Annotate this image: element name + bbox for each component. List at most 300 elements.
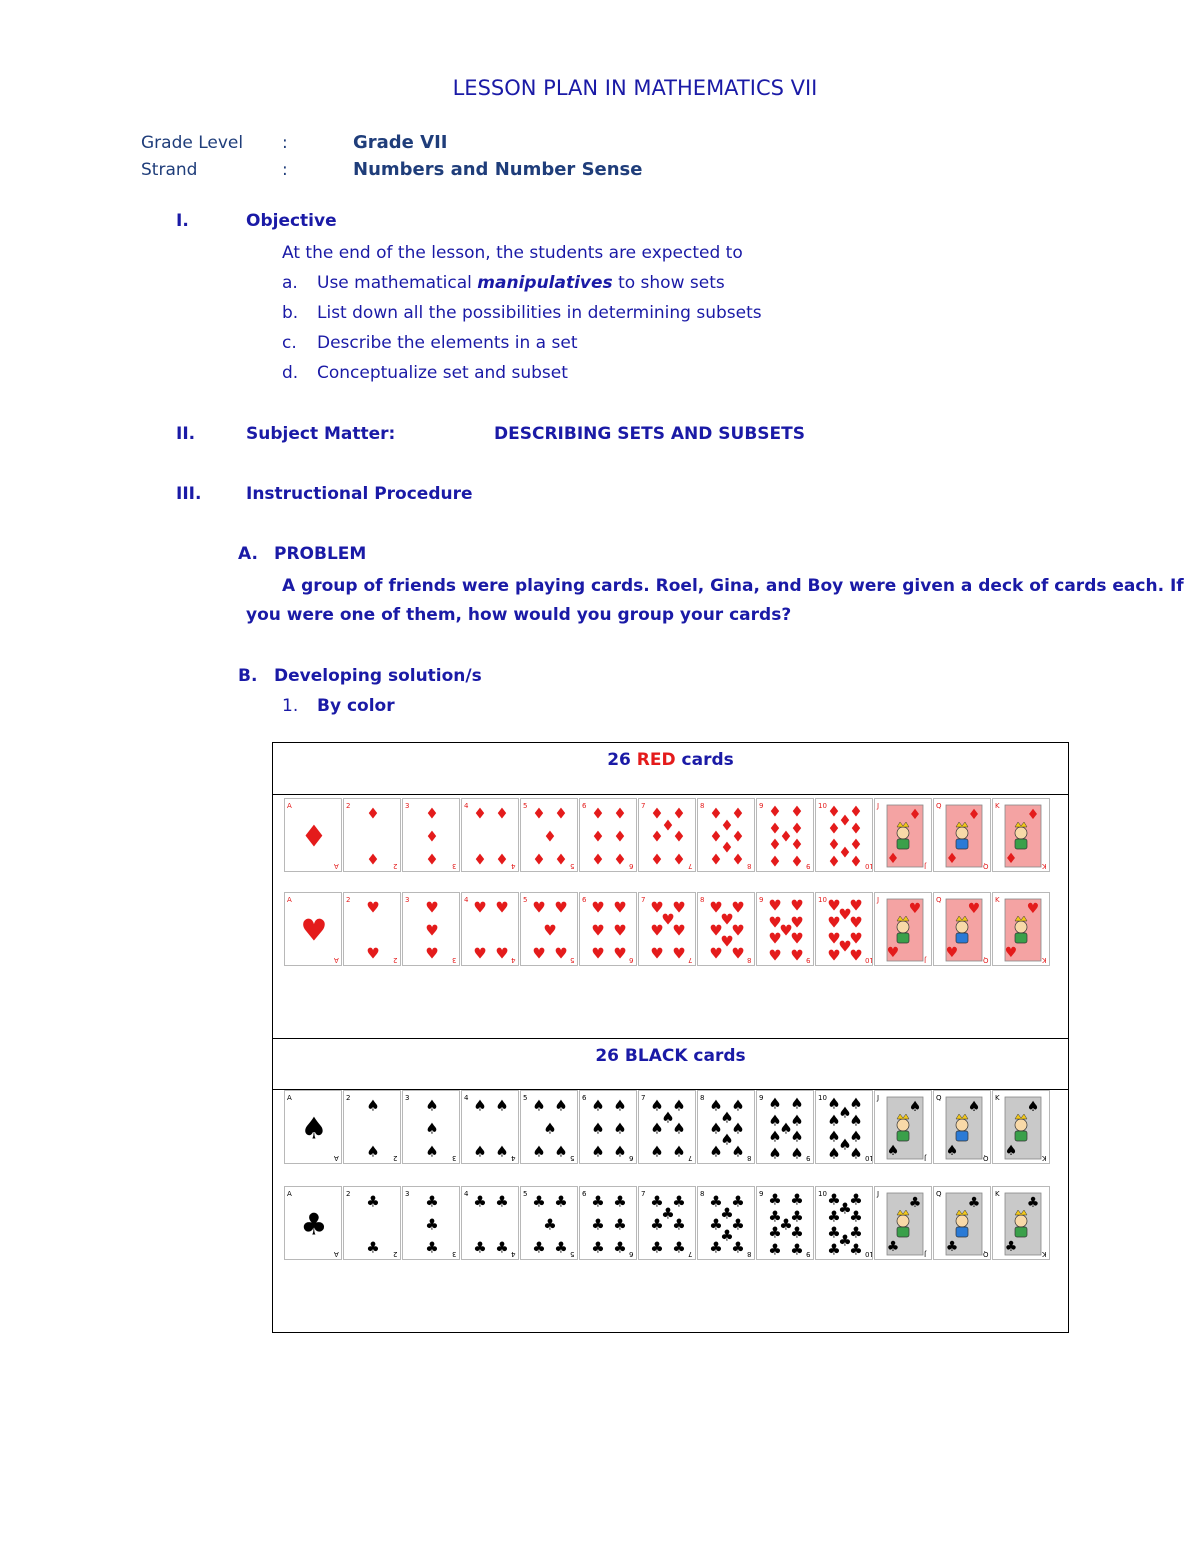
svg-text:♣: ♣ [366,1238,380,1257]
svg-text:♣: ♣ [495,1238,509,1257]
spade-cards-row [284,1090,1051,1164]
svg-text:♠: ♠ [661,1108,675,1127]
svg-text:Q: Q [936,1094,942,1102]
spade-card [992,1090,1050,1164]
svg-text:K: K [1042,956,1047,964]
procedure-number: III. [176,484,202,504]
svg-text:♠: ♠ [790,1127,804,1146]
objective-item-text: Use mathematical [317,273,478,293]
svg-text:♠: ♠ [495,1096,509,1115]
svg-text:♥: ♥ [709,921,723,940]
spade-card [638,1090,696,1164]
svg-text:♦: ♦ [945,851,959,867]
svg-text:♥: ♥ [1004,945,1018,961]
svg-text:♣: ♣ [650,1238,664,1257]
club-card [992,1186,1050,1260]
svg-text:♣: ♣ [543,1215,557,1234]
problem-heading: PROBLEM [274,544,367,564]
svg-text:♦: ♦ [709,827,723,846]
svg-text:♣: ♣ [827,1190,841,1209]
svg-text:8: 8 [747,862,752,870]
svg-text:♠: ♠ [709,1096,723,1115]
svg-text:9: 9 [759,1190,764,1198]
svg-text:♥: ♥ [967,901,981,917]
svg-text:Q: Q [936,1190,942,1198]
strand-label: Strand [141,160,198,180]
svg-text:2: 2 [393,862,398,870]
svg-text:Q: Q [936,802,942,810]
svg-text:♥: ♥ [827,929,841,948]
black-word: BLACK [624,1046,688,1066]
svg-text:♣: ♣ [967,1195,981,1211]
svg-text:♣: ♣ [650,1192,664,1211]
svg-text:7: 7 [688,1250,693,1258]
svg-text:♦: ♦ [532,804,546,823]
svg-text:♦: ♦ [300,819,328,855]
svg-text:♣: ♣ [720,1204,734,1223]
svg-text:♦: ♦ [532,850,546,869]
diamond-cards-row [284,798,1051,872]
svg-text:♣: ♣ [425,1192,439,1211]
svg-text:♥: ♥ [591,921,605,940]
svg-text:♣: ♣ [591,1215,605,1234]
svg-text:♠: ♠ [720,1108,734,1127]
svg-text:8: 8 [700,1094,705,1102]
svg-text:♣: ♣ [1004,1239,1018,1255]
svg-text:♣: ♣ [661,1204,675,1223]
heart-cards-row [284,892,1051,966]
svg-text:♣: ♣ [731,1215,745,1234]
svg-text:♠: ♠ [827,1094,841,1113]
spade-card [461,1090,519,1164]
svg-text:4: 4 [511,1250,516,1258]
svg-text:♥: ♥ [554,898,568,917]
svg-text:♣: ♣ [300,1207,328,1243]
svg-text:♣: ♣ [827,1240,841,1259]
subject-number: II. [176,424,196,444]
svg-text:♠: ♠ [532,1096,546,1115]
svg-text:♣: ♣ [768,1207,782,1226]
heart-card [461,892,519,966]
svg-text:A: A [334,1154,339,1162]
svg-text:6: 6 [582,1094,587,1102]
svg-text:Q: Q [983,862,989,870]
svg-text:♦: ♦ [768,802,782,821]
heart-card [933,892,991,966]
svg-text:2: 2 [393,1250,398,1258]
problem-text-line2: you were one of them, how would you group your cards? [246,605,792,625]
svg-text:2: 2 [346,896,351,904]
svg-text:3: 3 [452,1154,457,1162]
svg-text:♥: ♥ [849,913,863,932]
svg-text:♥: ♥ [554,944,568,963]
svg-text:J: J [877,1094,880,1102]
svg-text:♠: ♠ [1026,1099,1040,1115]
cards-table [272,742,1069,1333]
svg-text:♣: ♣ [849,1223,863,1242]
svg-text:A: A [334,956,339,964]
svg-text:♦: ♦ [591,827,605,846]
svg-text:♣: ♣ [768,1223,782,1242]
svg-text:7: 7 [641,802,646,810]
strand-sep: : [282,160,288,180]
svg-text:♠: ♠ [768,1111,782,1130]
svg-text:A: A [287,1094,292,1102]
svg-text:K: K [995,1094,1000,1102]
svg-text:4: 4 [464,1190,469,1198]
svg-text:3: 3 [405,802,410,810]
svg-text:♠: ♠ [650,1119,664,1138]
club-cards-row [284,1186,1051,1260]
svg-text:♦: ♦ [425,804,439,823]
svg-text:♣: ♣ [554,1238,568,1257]
svg-text:9: 9 [806,956,811,964]
svg-text:♥: ♥ [366,944,380,963]
svg-text:♠: ♠ [495,1142,509,1161]
problem-text-line1: A group of friends were playing cards. Roel, Gina, and Boy were given a deck of cards each. If [282,576,1184,596]
svg-text:♦: ♦ [886,851,900,867]
svg-text:♠: ♠ [591,1096,605,1115]
svg-text:♣: ♣ [849,1190,863,1209]
objective-item-letter: a. [282,273,298,293]
svg-text:K: K [1042,1154,1047,1162]
svg-text:2: 2 [346,1094,351,1102]
svg-text:♥: ♥ [473,944,487,963]
svg-text:♥: ♥ [768,896,782,915]
problem-letter: A. [238,544,258,564]
objective-item-a [282,273,725,293]
svg-text:♦: ♦ [768,819,782,838]
svg-text:♦: ♦ [495,804,509,823]
svg-text:♥: ♥ [543,921,557,940]
svg-text:♠: ♠ [827,1127,841,1146]
svg-text:A: A [287,802,292,810]
svg-text:8: 8 [747,956,752,964]
svg-text:♦: ♦ [827,835,841,854]
svg-text:♣: ♣ [613,1238,627,1257]
svg-text:♥: ♥ [661,910,675,929]
svg-text:8: 8 [747,1250,752,1258]
svg-text:♣: ♣ [672,1238,686,1257]
svg-text:♦: ♦ [650,827,664,846]
svg-text:♥: ♥ [1026,901,1040,917]
objective-intro: At the end of the lesson, the students are expected to [282,243,743,263]
svg-text:A: A [287,896,292,904]
svg-text:♦: ♦ [768,835,782,854]
svg-text:♣: ♣ [768,1190,782,1209]
svg-text:♥: ♥ [827,946,841,965]
svg-text:♣: ♣ [790,1207,804,1226]
objective-item-letter: d. [282,363,299,383]
svg-text:♠: ♠ [613,1142,627,1161]
svg-text:♠: ♠ [473,1142,487,1161]
diamond-card [697,798,755,872]
svg-text:♦: ♦ [849,819,863,838]
svg-text:♠: ♠ [554,1096,568,1115]
svg-text:♥: ♥ [768,929,782,948]
svg-text:6: 6 [629,956,634,964]
svg-text:♥: ♥ [731,898,745,917]
svg-text:♥: ♥ [908,901,922,917]
svg-text:♣: ♣ [709,1192,723,1211]
diamond-card [520,798,578,872]
svg-text:♣: ♣ [827,1223,841,1242]
svg-text:5: 5 [570,956,575,964]
svg-text:♣: ♣ [532,1238,546,1257]
diamond-card [402,798,460,872]
svg-text:♥: ♥ [591,898,605,917]
svg-text:♠: ♠ [849,1111,863,1130]
svg-text:♥: ♥ [613,944,627,963]
heart-card [579,892,637,966]
svg-text:♦: ♦ [425,827,439,846]
black-count: 26 [595,1046,625,1066]
club-card [284,1186,342,1260]
svg-text:10: 10 [865,956,874,964]
red-cards-header [273,743,1068,793]
objective-item-b [282,303,762,323]
svg-text:♠: ♠ [709,1142,723,1161]
svg-text:2: 2 [393,956,398,964]
svg-text:7: 7 [688,956,693,964]
svg-text:♥: ♥ [532,944,546,963]
spade-card [756,1090,814,1164]
svg-text:6: 6 [629,1250,634,1258]
svg-text:♠: ♠ [849,1144,863,1163]
svg-text:♣: ♣ [425,1215,439,1234]
svg-text:♦: ♦ [849,852,863,871]
diamond-card [992,798,1050,872]
svg-text:9: 9 [806,1250,811,1258]
svg-text:♦: ♦ [554,804,568,823]
svg-text:J: J [924,1250,927,1258]
svg-text:♣: ♣ [650,1215,664,1234]
svg-text:♠: ♠ [425,1096,439,1115]
objective-item-emphasis: manipulatives [477,273,613,293]
svg-text:♣: ♣ [790,1223,804,1242]
red-cards-suffix: cards [675,750,734,770]
svg-text:♣: ♣ [779,1215,793,1234]
svg-text:♠: ♠ [720,1130,734,1149]
svg-text:6: 6 [629,862,634,870]
svg-text:♠: ♠ [366,1142,380,1161]
objective-item-letter: b. [282,303,299,323]
svg-text:♣: ♣ [945,1239,959,1255]
svg-text:4: 4 [464,1094,469,1102]
svg-text:8: 8 [700,896,705,904]
svg-text:♥: ♥ [768,946,782,965]
svg-text:♦: ♦ [827,819,841,838]
svg-text:10: 10 [865,862,874,870]
svg-text:6: 6 [582,1190,587,1198]
svg-text:♥: ♥ [591,944,605,963]
svg-text:3: 3 [452,956,457,964]
svg-text:Q: Q [983,1154,989,1162]
grade-level-label: Grade Level [141,133,244,153]
strand-value: Numbers and Number Sense [353,159,643,180]
spade-card [579,1090,637,1164]
svg-text:3: 3 [452,1250,457,1258]
svg-text:5: 5 [523,896,528,904]
svg-text:♣: ♣ [473,1192,487,1211]
svg-text:♦: ♦ [650,850,664,869]
svg-text:♠: ♠ [849,1094,863,1113]
subject-value: DESCRIBING SETS AND SUBSETS [494,424,805,444]
svg-text:5: 5 [523,1190,528,1198]
svg-text:7: 7 [641,896,646,904]
svg-text:5: 5 [570,1154,575,1162]
svg-text:♠: ♠ [366,1096,380,1115]
svg-text:7: 7 [641,1190,646,1198]
spade-card [697,1090,755,1164]
svg-text:♣: ♣ [827,1207,841,1226]
svg-text:♠: ♠ [779,1119,793,1138]
heart-card [697,892,755,966]
svg-text:Q: Q [983,1250,989,1258]
svg-text:♠: ♠ [650,1142,664,1161]
svg-text:♥: ♥ [731,921,745,940]
svg-text:♠: ♠ [650,1096,664,1115]
svg-text:9: 9 [759,802,764,810]
svg-text:A: A [334,862,339,870]
svg-text:3: 3 [452,862,457,870]
svg-text:7: 7 [688,862,693,870]
svg-text:♠: ♠ [613,1096,627,1115]
svg-text:♥: ♥ [300,913,328,949]
heart-card [343,892,401,966]
svg-text:♦: ♦ [768,852,782,871]
svg-text:4: 4 [511,956,516,964]
svg-text:♦: ♦ [790,852,804,871]
svg-text:♥: ♥ [532,898,546,917]
svg-text:♠: ♠ [790,1094,804,1113]
svg-text:♣: ♣ [672,1215,686,1234]
svg-text:♠: ♠ [768,1144,782,1163]
heart-card [284,892,342,966]
diamond-card [638,798,696,872]
svg-text:♠: ♠ [731,1096,745,1115]
objective-item-text-end: to show sets [612,273,725,293]
svg-text:2: 2 [393,1154,398,1162]
step-text: By color [317,696,395,716]
page-title: LESSON PLAN IN MATHEMATICS VII [452,76,818,100]
svg-text:♠: ♠ [591,1142,605,1161]
svg-text:3: 3 [405,1094,410,1102]
svg-text:♥: ♥ [886,945,900,961]
svg-text:♠: ♠ [790,1144,804,1163]
svg-text:A: A [287,1190,292,1198]
club-card [343,1186,401,1260]
svg-text:♦: ♦ [672,850,686,869]
svg-text:♥: ♥ [473,898,487,917]
svg-text:♣: ♣ [731,1238,745,1257]
diamond-card [461,798,519,872]
svg-text:J: J [877,1190,880,1198]
spade-card [815,1090,873,1164]
black-cards-suffix: cards [687,1046,746,1066]
svg-text:♠: ♠ [672,1096,686,1115]
svg-text:♦: ♦ [790,835,804,854]
svg-text:♦: ♦ [838,843,852,862]
svg-text:♥: ♥ [425,921,439,940]
svg-text:♠: ♠ [543,1119,557,1138]
svg-text:♠: ♠ [672,1142,686,1161]
svg-text:♠: ♠ [613,1119,627,1138]
red-word: RED [636,750,676,770]
svg-text:4: 4 [464,896,469,904]
svg-text:5: 5 [523,1094,528,1102]
svg-text:♥: ♥ [672,944,686,963]
svg-text:A: A [334,1250,339,1258]
svg-text:♠: ♠ [838,1103,852,1122]
svg-text:9: 9 [759,896,764,904]
svg-text:♣: ♣ [366,1192,380,1211]
diamond-card [874,798,932,872]
heart-card [756,892,814,966]
svg-text:J: J [924,862,927,870]
procedure-heading: Instructional Procedure [246,484,473,504]
svg-text:♠: ♠ [849,1127,863,1146]
grade-level-sep: : [282,133,288,153]
svg-text:7: 7 [641,1094,646,1102]
svg-text:3: 3 [405,896,410,904]
svg-text:♥: ♥ [779,921,793,940]
svg-text:♦: ♦ [613,804,627,823]
svg-text:♣: ♣ [473,1238,487,1257]
svg-text:♥: ♥ [849,929,863,948]
objective-heading: Objective [246,211,337,231]
svg-text:♦: ♦ [790,819,804,838]
svg-text:♦: ♦ [967,807,981,823]
svg-text:♦: ♦ [591,804,605,823]
svg-text:10: 10 [865,1154,874,1162]
svg-text:♠: ♠ [1004,1143,1018,1159]
svg-text:♥: ♥ [849,946,863,965]
objective-number: I. [176,211,189,231]
svg-text:5: 5 [523,802,528,810]
svg-text:♥: ♥ [838,905,852,924]
svg-text:4: 4 [511,862,516,870]
svg-text:6: 6 [582,802,587,810]
svg-text:♥: ♥ [650,944,664,963]
svg-text:4: 4 [511,1154,516,1162]
svg-text:9: 9 [759,1094,764,1102]
svg-text:♣: ♣ [731,1192,745,1211]
svg-text:♦: ♦ [495,850,509,869]
heart-card [520,892,578,966]
svg-text:♥: ♥ [720,910,734,929]
svg-text:♦: ♦ [473,850,487,869]
svg-text:J: J [877,896,880,904]
svg-text:♦: ♦ [591,850,605,869]
svg-text:♣: ♣ [1026,1195,1040,1211]
svg-text:♠: ♠ [591,1119,605,1138]
svg-text:♦: ♦ [720,816,734,835]
step-number: 1. [282,696,299,716]
spade-card [343,1090,401,1164]
svg-text:♥: ♥ [731,944,745,963]
svg-text:♣: ♣ [849,1207,863,1226]
svg-text:♠: ♠ [838,1135,852,1154]
svg-text:♥: ♥ [613,898,627,917]
svg-text:♥: ♥ [827,896,841,915]
club-card [697,1186,755,1260]
club-card [520,1186,578,1260]
svg-text:J: J [924,1154,927,1162]
svg-text:5: 5 [570,862,575,870]
svg-text:6: 6 [629,1154,634,1162]
svg-text:♦: ♦ [731,804,745,823]
